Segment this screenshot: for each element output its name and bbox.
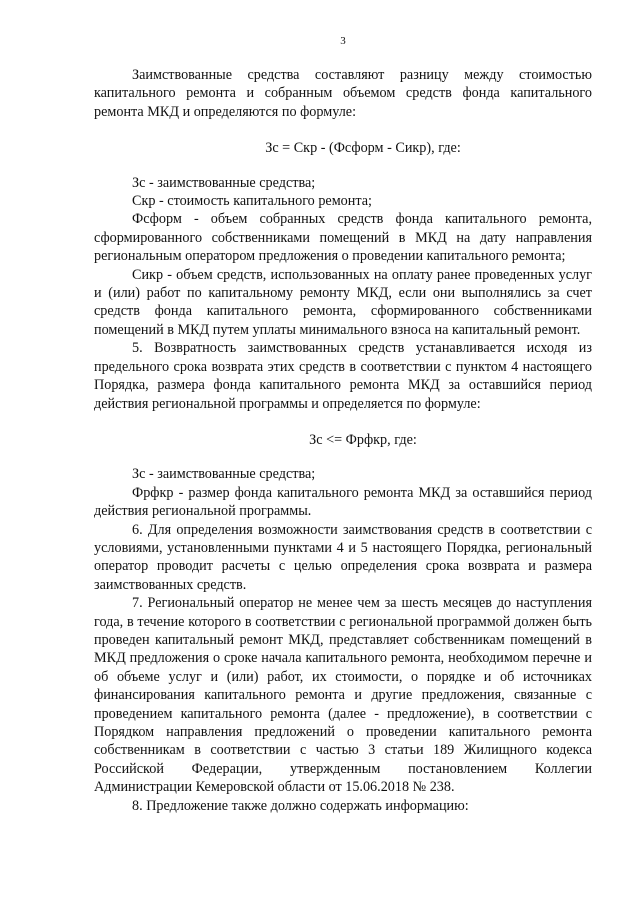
definition-zs: Зс - заимствованные средства;	[132, 174, 316, 191]
definition-frfkr: Фрфкр - размер фонда капитального ремонта МКД за оставшийся период действия региональной программы.	[94, 484, 592, 520]
paragraph-item-5: 5. Возвратность заимствованных средств устанавливается исходя из предельного срока возврата этих средств в соответствии с пунктом 4 настоящего Порядка, размера фонда капитального ремонта МКД за оставшийся период действия региональной программы и определяется по формуле:	[94, 340, 592, 412]
paragraph-item-6: 6. Для определения возможности заимствования средств в соответствии с условиями, установленными пунктами 4 и 5 настоящего Порядка, региональный оператор проводит расчеты с целью определения срока возврата и размера заимствованных средств.	[94, 521, 592, 593]
spacer	[94, 413, 592, 431]
paragraph-borrowed-funds-definition: Заимствованные средства составляют разницу между стоимостью капитального ремонта и собранным объемом средств фонда капитального ремонта МКД и определяются по формуле:	[94, 67, 592, 120]
definition-zs-2: Зс - заимствованные средства;	[132, 466, 316, 483]
spacer	[94, 449, 592, 465]
definition-skr: Скр - стоимость капитального ремонта;	[132, 193, 372, 210]
spacer	[94, 121, 592, 139]
paragraph-item-8: 8. Предложение также должно содержать информацию:	[132, 797, 469, 814]
spacer	[94, 158, 592, 174]
definition-fsform: Фсформ - объем собранных средств фонда капитального ремонта, сформированного собственниками помещений в МКД на дату направления региональным оператором предложения о проведении капитального ремонта;	[94, 211, 592, 265]
formula-repayment: Зс <= Фрфкр, где:	[309, 431, 417, 448]
formula-borrowed-funds: Зс = Скр - (Фсформ - Сикр), где:	[265, 140, 461, 157]
definition-sikr: Сикр - объем средств, использованных на оплату ранее проведенных услуг и (или) работ по капитальному ремонту МКД, если они выполнялись за счет средств фонда капитального ремонта, сформированного собственниками помещений в МКД путем уплаты минимального взноса на капитальный ремонт.	[94, 266, 592, 338]
paragraph-item-7: 7. Региональный оператор не менее чем за шесть месяцев до наступления года, в течение которого в соответствии с региональной программой должен быть проведен капитальный ремонт МКД, представляет собственникам помещений в МКД предложения о сроке начала капитального ремонта, необходимом перечне и об объеме услуг и (или) работ, их стоимости, о порядке и об источниках финансирования капитального ремонта и другие предложения, связанные с проведением капитального ремонта (далее - предложение), в соответствии с Порядком направления предложений о проведении капитального ремонта собственникам в соответствии с частью 3 статьи 189 Жилищного кодекса Российской Федерации, утвержденным постановлением Коллегии Администрации Кемеровской области от 15.06.2018 № 238.	[94, 595, 592, 796]
page-number: 3	[340, 35, 346, 47]
